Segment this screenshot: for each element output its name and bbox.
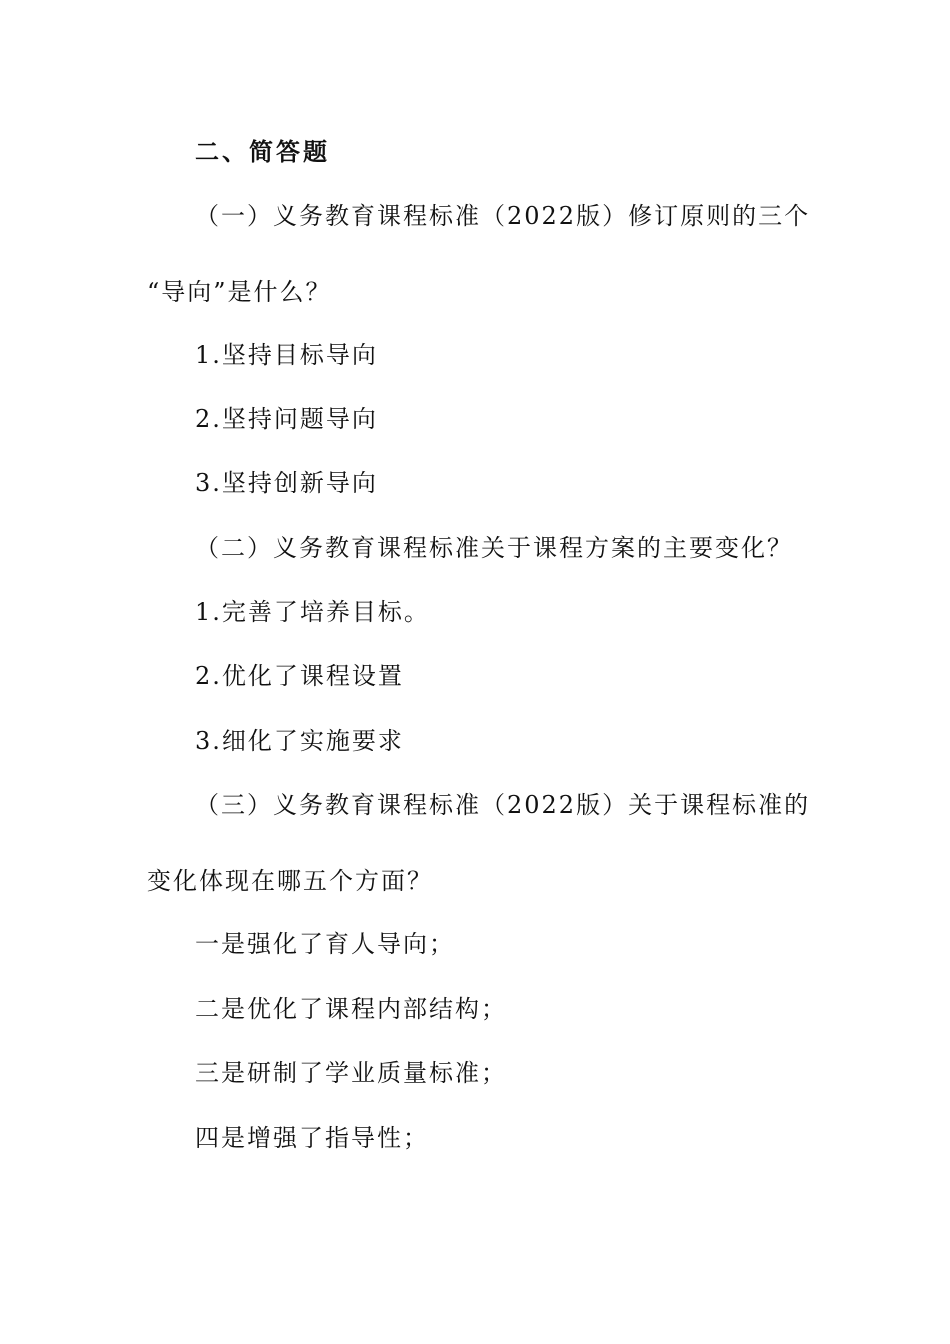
question-1-answer-2: 2.坚持问题导向 — [195, 405, 378, 433]
question-1-answer-3: 3.坚持创新导向 — [195, 469, 378, 497]
question-1-title-continued: “导向”是什么？ — [147, 278, 332, 306]
question-1-answer-1: 1.坚持目标导向 — [195, 341, 378, 369]
question-2-answer-3: 3.细化了实施要求 — [195, 727, 404, 755]
question-3-answer-4: 四是增强了指导性； — [195, 1124, 429, 1152]
question-3-answer-2: 二是优化了课程内部结构； — [195, 995, 507, 1023]
question-3-title: （三）义务教育课程标准（2022版）关于课程标准的 — [195, 791, 811, 819]
question-2-title: （二）义务教育课程标准关于课程方案的主要变化？ — [195, 534, 793, 562]
question-3-answer-1: 一是强化了育人导向； — [195, 930, 455, 958]
question-1-title: （一）义务教育课程标准（2022版）修订原则的三个 — [195, 202, 811, 230]
question-3-answer-3: 三是研制了学业质量标准； — [195, 1059, 507, 1087]
question-2-answer-2: 2.优化了课程设置 — [195, 662, 404, 690]
question-2-answer-1: 1.完善了培养目标。 — [195, 598, 430, 626]
question-3-title-continued: 变化体现在哪五个方面？ — [147, 867, 433, 895]
section-title: 二、简答题 — [195, 138, 330, 166]
